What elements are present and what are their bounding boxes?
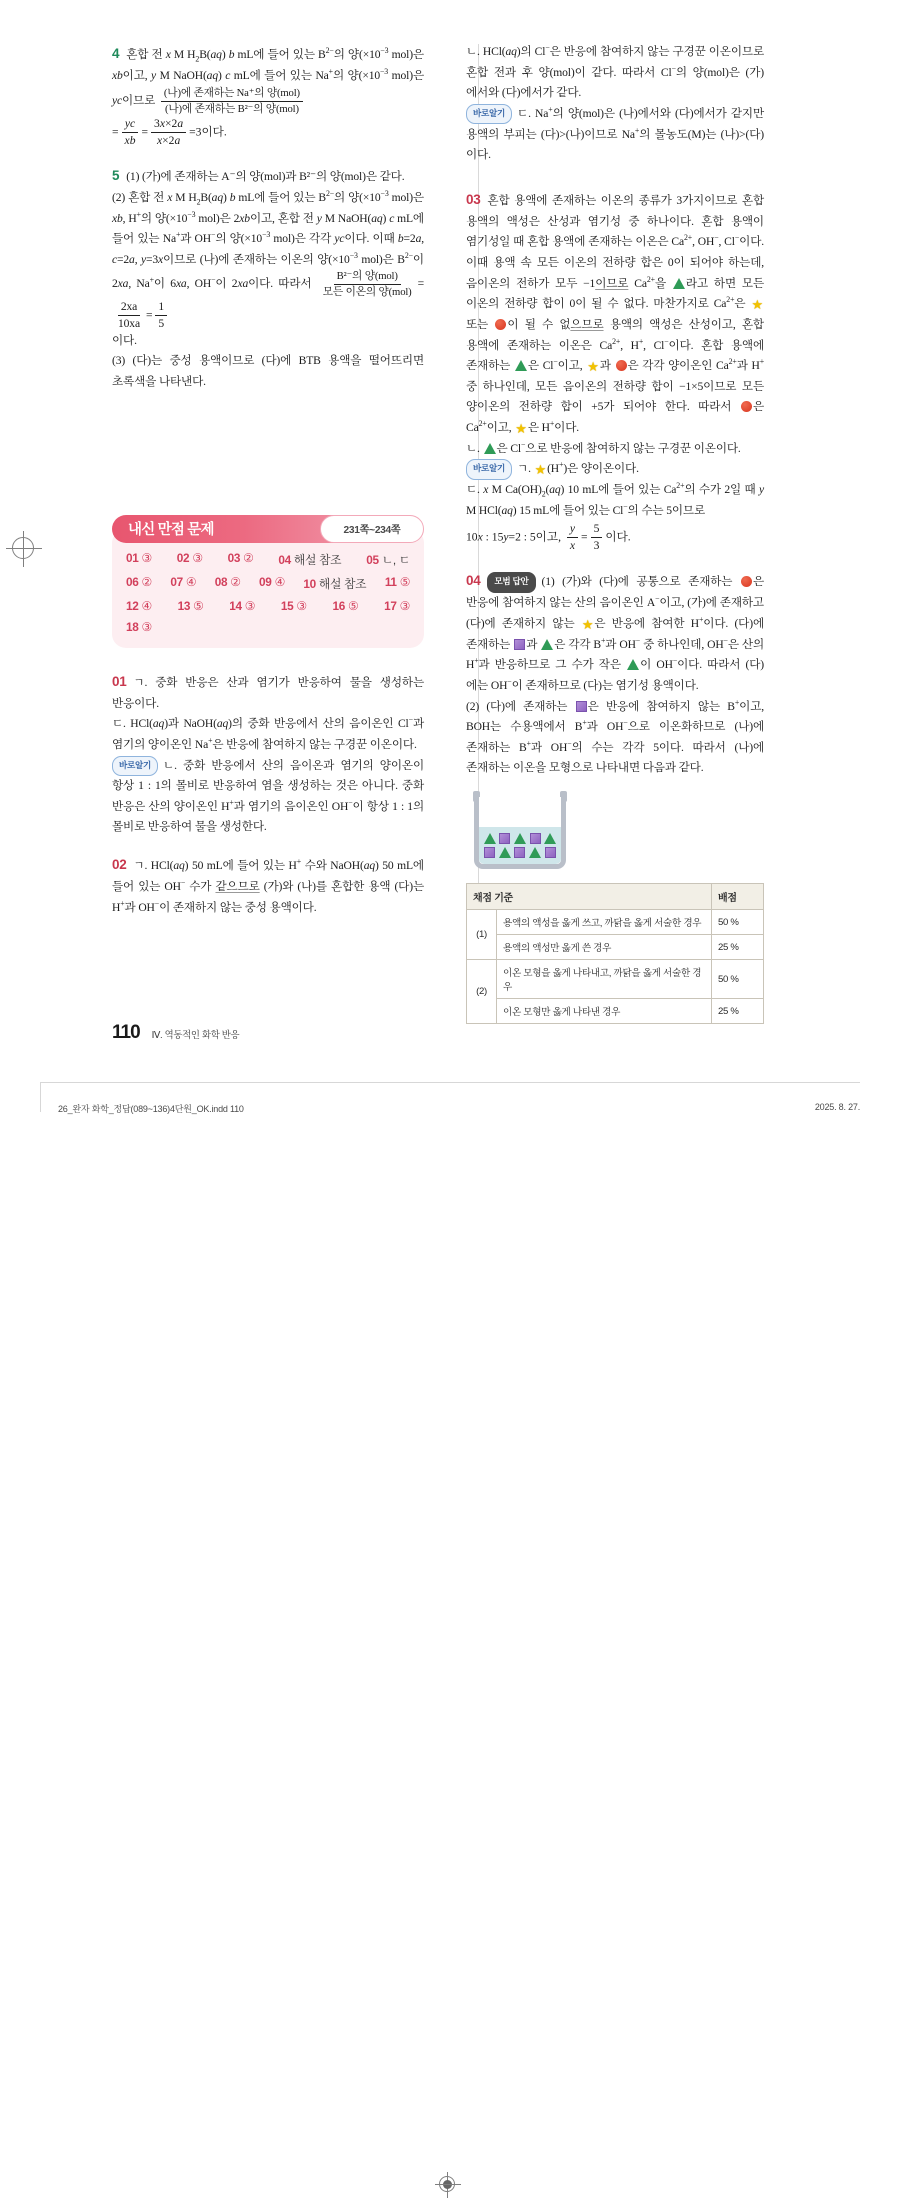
answer-value: ④ [274, 574, 285, 589]
square-icon [545, 847, 556, 858]
solution-04 [466, 569, 764, 1024]
rubric-group: (1) [467, 910, 497, 960]
answer-item [126, 575, 152, 592]
square-icon [576, 701, 587, 712]
answer-item [126, 620, 152, 634]
circle-icon [741, 401, 752, 412]
square-icon [514, 847, 525, 858]
answer-value: 해설 참조 [293, 552, 342, 567]
answer-value: ③ [141, 550, 152, 565]
triangle-icon [544, 833, 556, 844]
solution-01-number: 01 [112, 673, 127, 689]
solution-04-p1: 04 모범 답안 (1) (가)와 (다)에 공통으로 존재하는 은 반응에 참여하지 않는 산의 음이온인 A−이고, (가)에 존재하고 (다)에 존재하지 않는 ★은 반응에 참여한 H+이다. (다)에 존재하는 과 은 각각 B+과 OH− 중 하나인데, OH−은 산의 H+과 반응하므로 그 수가 작은 이 OH−이다. 따라서 (다)에는 OH−이 존재하므로 (다)는 염기성 용액이다. [466, 573, 764, 692]
answer-item [366, 551, 410, 568]
fraction-denominator: 10xa [118, 316, 140, 330]
solution-01-p2: ㄷ. HCl(aq)과 NaOH(aq)의 중화 반응에서 산의 음이온인 Cl−과 염기의 양이온인 Na+은 반응에 참여하지 않는 구경꾼 이온이다. [112, 715, 424, 751]
star-icon: ★ [515, 421, 527, 437]
answer-number: 01 [126, 550, 139, 565]
solution-04-number: 04 [466, 573, 481, 589]
barogalgi-badge: 바로알기 [112, 756, 158, 776]
solution-02 [112, 853, 424, 918]
solution-01-p1-text: ㄱ. 중화 반응은 산과 염기가 반응하여 물을 생성하는 반응이다. [112, 675, 424, 710]
fraction-denominator: 모든 이온의 양(mol) [322, 286, 412, 299]
print-footer-bar [0, 1082, 900, 1135]
solution-04-p2: (2) (다)에 존재하는 은 반응에 참여하지 않는 B+이고, BOH는 수용액에서 B+과 OH−으로 이온화하므로 (나)에 존재하는 B+과 OH−의 수는 각각 5이다. 따라서 (나)에 존재하는 이온을 모형으로 나타내면 다음과 같다. [466, 697, 765, 775]
answer-value: ⑤ [399, 574, 410, 589]
answer-value: ③ [296, 598, 307, 613]
answer-item [126, 599, 152, 613]
column-header-points: 배점 [712, 884, 764, 910]
solution-03-equation: 10x : 15y=2 : 5이고, $\frac{y}{x}$ = $\frac{5}{3}$ 이다. [466, 522, 631, 553]
answer-value: ④ [185, 574, 197, 589]
fraction-denominator: 5 [158, 316, 164, 330]
registration-mark-footer [439, 2176, 455, 2192]
table-row [467, 935, 764, 960]
triangle-icon [515, 360, 527, 371]
solution-03-eq-tail: 이다. [605, 530, 631, 544]
ion-row-2 [482, 847, 558, 858]
fraction-denominator: (나)에 존재하는 B²⁻의 양(mol) [164, 102, 299, 115]
answer-value: ㄴ, ㄷ [381, 552, 410, 567]
answer-value: ② [141, 574, 152, 589]
column-header-criterion: 채점 기준 [467, 884, 712, 910]
fraction-numerator: 5 [593, 522, 600, 536]
triangle-icon [529, 847, 541, 858]
answer-number: 11 [384, 574, 397, 589]
answer-number: 08 [214, 574, 228, 589]
chapter-title: Ⅳ. 역동적인 화학 반응 [151, 1029, 240, 1040]
solution-03-number: 03 [466, 191, 481, 207]
solution-5-part3: (3) (다)는 중성 용액이므로 (다)에 BTB 용액을 떨어뜨리면 초록색을 나타낸다. [112, 354, 424, 389]
fraction-denominator: 3 [593, 539, 600, 553]
solution-03-p2: ㄴ. 은 Cl−으로 반응에 참여하지 않는 구경꾼 이온이다. [466, 439, 741, 455]
answer-value: ③ [399, 598, 410, 613]
square-icon [499, 833, 510, 844]
answer-key-header [112, 515, 424, 543]
triangle-icon [673, 278, 685, 289]
triangle-icon [499, 847, 511, 858]
fraction-denominator: x [569, 539, 576, 553]
answer-number: 18 [126, 619, 139, 634]
footer-rule [40, 1082, 860, 1083]
solution-5-part2: (2) 혼합 전 x M $H_2B(aq)$ b mL에 들어 있는 $B^{2-}$의 양($\times 10^{-3}$ mol)은 xb, H+의 양($\times 10^{-3}$ mol)은 2xb이고, 혼합 전 y M NaOH(aq) c mL에 들어 있는 Na+과 OH−의 양($\times 10^{-3}$ mol)은 각각 yc이다. 이때 b=2a, c=2a, y=3x이므로 (나)에 존재하는 이온의 양($\times 10^{-3}$ mol)은 $B^{2-}$이 2xa, Na+이 6xa, OH−이 2xa이다. 따라서 $\frac{\text{B²⁻의 양(mol)}}{\text{모든 이온의 양(mol)}}$ = $\frac{2xa}{10xa}$ = $\frac{1}{5}$ [112, 189, 424, 330]
answer-number: 10 [303, 576, 316, 591]
solution-03-p1: 03 혼합 용액에 존재하는 이온의 종류가 3가지이므로 혼합 용액의 액성은 산성과 염기성 중 하나이다. 혼합 용액이 염기성일 때 혼합 용액에 존재하는 이온은 $Ca^{2+}$, OH−, Cl−이다. 이때 용액 속 모든 이온의 전하량 합은 0이 되어야 하는데, 음이온의 전하가 모두 −1이므로 $Ca^{2+}$을 라고 하면 모든 이온의 전하량 합이 0이 될 수 없다. 마찬가지로 $Ca^{2+}$은 ★ 또는 이 될 수 없으므로 용액의 액성은 산성이고, 혼합 용액에 존재하는 이온은 $Ca^{2+}$, H+, Cl−이다. 혼합 용액에 존재하는 은 Cl−이고, ★과 은 각각 양이온인 $Ca^{2+}$과 H+ 중 하나인데, 모든 음이온의 전하량 합이 −1×5이므로 모든 양이온의 전하량 합이 +5가 되어야 한다. 따라서 은 $Ca^{2+}$이고, ★은 H+이다. [466, 191, 765, 437]
solution-5-number: 5 [112, 167, 120, 183]
ratio-fraction-4 [155, 300, 167, 331]
answer-item [385, 575, 410, 592]
solution-02-p1: 02 ㄱ. HCl(aq) 50 mL에 들어 있는 H+ 수와 NaOH(aq) 50 mL에 들어 있는 OH− 수가 같으므로 (가)와 (나)를 혼합한 용액 (다)는 H+과 OH−이 존재하지 않는 중성 용액이다. [112, 857, 424, 914]
solution-4-result: =3이다. [189, 124, 227, 138]
solution-01 [112, 670, 424, 838]
rubric-points: 50 % [712, 960, 764, 999]
square-icon [530, 833, 541, 844]
answer-item [229, 599, 255, 613]
answer-item [384, 599, 410, 613]
star-icon: ★ [534, 462, 547, 478]
answer-value: ② [230, 574, 241, 589]
answer-item [281, 599, 307, 613]
answer-value: ⑤ [193, 598, 204, 613]
rubric-points: 25 % [712, 999, 764, 1024]
scoring-rubric-table [466, 883, 764, 1024]
answer-number: 06 [126, 574, 139, 589]
answer-number: 04 [278, 552, 291, 567]
solution-4-body: 4 혼합 전 x M $H_2B(aq)$ b mL에 들어 있는 $B^{2-}$의 양($\times 10^{-3}$ mol)은 xb이고, y M NaOH(aq) c mL에 들어 있는 Na+의 양($\times 10^{-3}$ mol)은 yc이므로 $\frac{\text{(나)에 존재하는 Na⁺의 양(mol)}}{\text{(나)에 존재하는 B²⁻의 양(mol)}}$ [112, 46, 424, 115]
answer-item [177, 551, 203, 568]
answer-value: ③ [244, 598, 256, 613]
answer-key-box [112, 515, 424, 648]
solution-5-part1 [112, 164, 424, 188]
triangle-icon [484, 833, 496, 844]
ratio-fraction-1 [161, 87, 303, 116]
answer-number: 14 [229, 598, 242, 613]
ratio-fraction-3 [115, 300, 143, 331]
answer-key-page-range: 231쪽~234쪽 [320, 515, 424, 543]
page-footer-label [112, 1022, 239, 1044]
beaker-liquid [479, 827, 561, 864]
square-icon [484, 847, 495, 858]
solution-03 [466, 188, 764, 554]
circle-icon [495, 319, 506, 330]
answer-number: 03 [227, 550, 241, 565]
barogalgi-badge: 바로알기 [466, 459, 512, 479]
solution-5-part1-text: (1) (가)에 존재하는 A⁻의 양(mol)과 B²⁻의 양(mol)은 같다. [126, 169, 405, 183]
table-header-row [467, 884, 764, 910]
table-row [467, 999, 764, 1024]
answer-value: ⑤ [348, 598, 359, 613]
answer-item [126, 551, 152, 568]
answer-number: 05 [366, 552, 379, 567]
fraction-numerator: 2xa [120, 299, 138, 313]
answer-item [170, 575, 196, 592]
answer-value: ④ [141, 598, 152, 613]
triangle-icon [627, 659, 639, 670]
circle-icon [616, 360, 627, 371]
solution-5-part2-tail: 이다. [112, 333, 137, 347]
table-row [467, 960, 764, 999]
answer-number: 16 [332, 598, 346, 613]
answer-key-row [126, 599, 410, 613]
solution-02-cont-p1: ㄴ. HCl(aq)의 Cl−은 반응에 참여하지 않는 구경꾼 이온이므로 혼합 전과 후 양(mol)이 같다. 따라서 Cl−의 양(mol)은 (가)에서와 (다)에서가 같다. [466, 43, 765, 100]
answer-value: ③ [192, 550, 203, 565]
answer-item [333, 599, 359, 613]
answer-number: 09 [259, 574, 272, 589]
fraction-numerator: y [569, 522, 576, 536]
answer-key-row [126, 551, 410, 568]
answer-number: 02 [176, 550, 190, 565]
model-answer-badge: 모범 답안 [487, 572, 535, 592]
answer-number: 13 [177, 598, 191, 613]
answer-key-row [126, 575, 410, 592]
solution-02-continued [466, 42, 764, 166]
star-icon: ★ [587, 359, 599, 375]
fraction-numerator: (나)에 존재하는 Na⁺의 양(mol) [161, 87, 303, 102]
answer-number: 12 [126, 598, 139, 613]
beaker [474, 791, 566, 869]
answer-item [259, 575, 285, 592]
triangle-icon [541, 639, 553, 650]
rubric-criterion: 용액의 액성을 옳게 쓰고, 까닭을 옳게 서술한 경우 [497, 910, 712, 935]
answer-item [178, 599, 204, 613]
left-column [112, 42, 438, 1024]
star-icon: ★ [751, 297, 763, 313]
rubric-criterion: 용액의 액성만 옳게 쓴 경우 [497, 935, 712, 960]
solution-01-p1 [112, 670, 424, 715]
ratio-fraction-53 [591, 522, 603, 553]
triangle-icon [484, 443, 496, 454]
fraction-numerator: B²⁻의 양(mol) [334, 270, 401, 285]
footer-filename: 26_완자 화학_정답(089~136)4단원_OK.indd 110 [58, 1104, 244, 1114]
rubric-points: 25 % [712, 935, 764, 960]
answer-number: 07 [170, 574, 183, 589]
ratio-fraction-2 [320, 270, 415, 299]
answer-number: 17 [384, 598, 397, 613]
answer-item [215, 575, 241, 592]
solution-01-p3: 바로알기 ㄴ. 중화 반응에서 산의 음이온과 염기의 양이온이 항상 1 : 1의 몰비로 반응하여 염을 생성하는 것은 아니다. 중화 반응은 산의 양이온인 H+과 염기의 음이온인 OH−이 항상 1 : 1의 몰비로 반응하여 물을 생성한다. [112, 756, 424, 839]
rubric-criterion: 이온 모형을 옳게 나타내고, 까닭을 옳게 서술한 경우 [497, 960, 712, 999]
answer-number: 15 [280, 598, 294, 613]
rubric-group: (2) [467, 960, 497, 1024]
answer-value: ② [243, 550, 254, 565]
square-icon [514, 639, 525, 650]
fraction-numerator: 1 [158, 299, 164, 313]
answer-item [303, 575, 366, 592]
solution-02-cont-p2: 바로알기 ㄷ. Na+의 양(mol)은 (나)에서와 (다)에서가 같지만 용액의 부피는 (다)>(나)이므로 Na+의 몰농도(M)는 (나)>(다)이다. [466, 105, 765, 162]
solution-4 [112, 42, 424, 148]
star-icon: ★ [581, 617, 594, 633]
solution-03-p4: ㄷ. x M $Ca(OH)_2(aq)$ 10 mL에 들어 있는 $Ca^{2+}$의 수가 2일 때 y M HCl(aq) 15 mL에 들어 있는 Cl−의 수는 5이므로 [466, 481, 765, 517]
page-number: 110 [112, 1022, 140, 1043]
solution-02-number: 02 [112, 857, 127, 873]
rubric-points: 50 % [712, 910, 764, 935]
right-column [438, 42, 764, 1024]
answer-item [278, 551, 341, 568]
registration-mark-left [12, 537, 34, 559]
answer-key-row [126, 620, 410, 634]
ion-row-1 [482, 833, 558, 844]
beaker-diagram [474, 791, 764, 869]
footer-vertical-rule [40, 1082, 41, 1112]
barogalgi-badge: 바로알기 [466, 104, 512, 124]
circle-icon [741, 576, 752, 587]
two-column-layout [112, 42, 792, 1024]
table-row [467, 910, 764, 935]
solution-5 [112, 164, 424, 393]
answer-value: 해설 참조 [318, 576, 367, 591]
solution-4-number: 4 [112, 46, 120, 61]
solution-03-p3: 바로알기 ㄱ. ★(H+)은 양이온이다. [466, 459, 764, 480]
triangle-icon [514, 833, 526, 844]
answer-key-title: 내신 만점 문제 [112, 515, 352, 543]
footer-date: 2025. 8. 27. [814, 1102, 860, 1112]
answer-key-body [112, 529, 424, 648]
rubric-criterion: 이온 모형만 옳게 나타낸 경우 [497, 999, 712, 1024]
solution-4-equation: = $\frac{yc}{xb}$ = $\frac{3x\times 2a}{x\times 2a}$ =3이다. [112, 116, 227, 147]
ratio-fraction-yx [567, 522, 578, 553]
answer-item [228, 551, 254, 568]
answer-value: ③ [141, 619, 152, 634]
